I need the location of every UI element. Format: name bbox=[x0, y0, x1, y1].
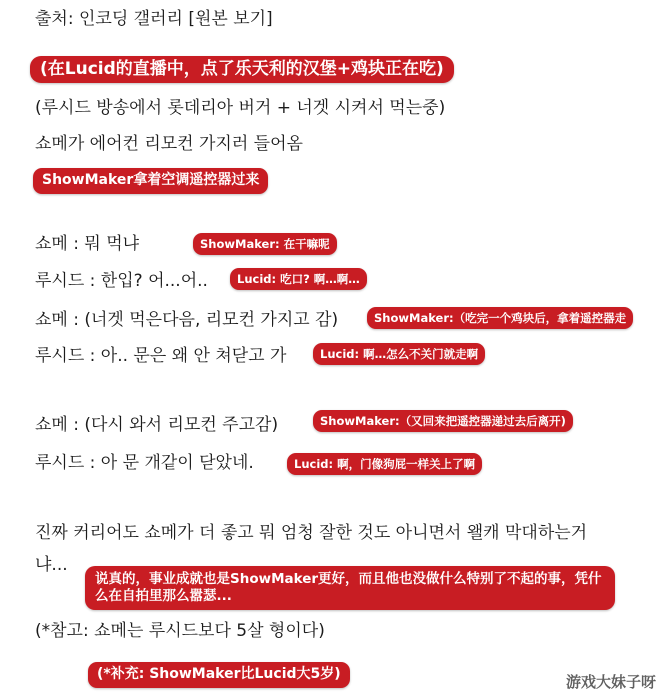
dialogue-tag-2: Lucid: 吃口? 啊…啊… bbox=[230, 268, 367, 290]
comment-line-2: 냐... bbox=[35, 555, 68, 575]
dialogue-line-4: 루시드 : 아.. 문은 왜 안 쳐닫고 가 bbox=[35, 346, 287, 366]
dialogue-line-1: 쇼메 : 뭐 먹냐 bbox=[35, 234, 140, 254]
dialogue-tag-4: Lucid: 啊…怎么不关门就走啊 bbox=[313, 343, 485, 365]
dialogue-line-5: 쇼메 : (다시 와서 리모컨 주고감) bbox=[35, 415, 279, 435]
caption-tag: (在Lucid的直播中，点了乐天利的汉堡+鸡块正在吃) bbox=[30, 56, 454, 83]
dialogue-line-2: 루시드 : 한입? 어...어.. bbox=[35, 271, 208, 291]
dialogue-tag-6: Lucid: 啊，门像狗屁一样关上了啊 bbox=[287, 453, 482, 475]
dialogue-line-3: 쇼메 : (너겟 먹은다음, 리모컨 가지고 감) bbox=[35, 310, 339, 330]
comment-line-1: 진짜 커리어도 쇼메가 더 좋고 뭐 엄청 잘한 것도 아니면서 왤캐 막대하는거 bbox=[35, 523, 588, 543]
watermark: 游戏大妹子呀 bbox=[565, 673, 656, 691]
dialogue-tag-3: ShowMaker:（吃完一个鸡块后，拿着遥控器走 bbox=[367, 307, 633, 329]
action-tag: ShowMaker拿着空调遥控器过来 bbox=[33, 168, 268, 194]
dialogue-tag-1: ShowMaker: 在干嘛呢 bbox=[193, 233, 337, 255]
note-line: (*참고: 쇼메는 루시드보다 5살 형이다) bbox=[35, 621, 325, 641]
note-tag: (*补充: ShowMaker比Lucid大5岁) bbox=[88, 662, 350, 688]
intro-line: (루시드 방송에서 롯데리아 버거 + 너겟 시켜서 먹는중) bbox=[35, 98, 446, 118]
dialogue-tag-5: ShowMaker:（又回来把遥控器递过去后离开) bbox=[313, 410, 573, 432]
action-line: 쇼메가 에어컨 리모컨 가지러 들어옴 bbox=[35, 134, 303, 154]
comment-tag: 说真的，事业成就也是ShowMaker更好，而且他也没做什么特别了不起的事，凭什么在自拍里那么嚣瑟... bbox=[85, 566, 615, 610]
dialogue-line-6: 루시드 : 아 문 개같이 닫았네. bbox=[35, 453, 254, 473]
source-line: 출처: 인코딩 갤러리 [원본 보기] bbox=[35, 9, 273, 29]
